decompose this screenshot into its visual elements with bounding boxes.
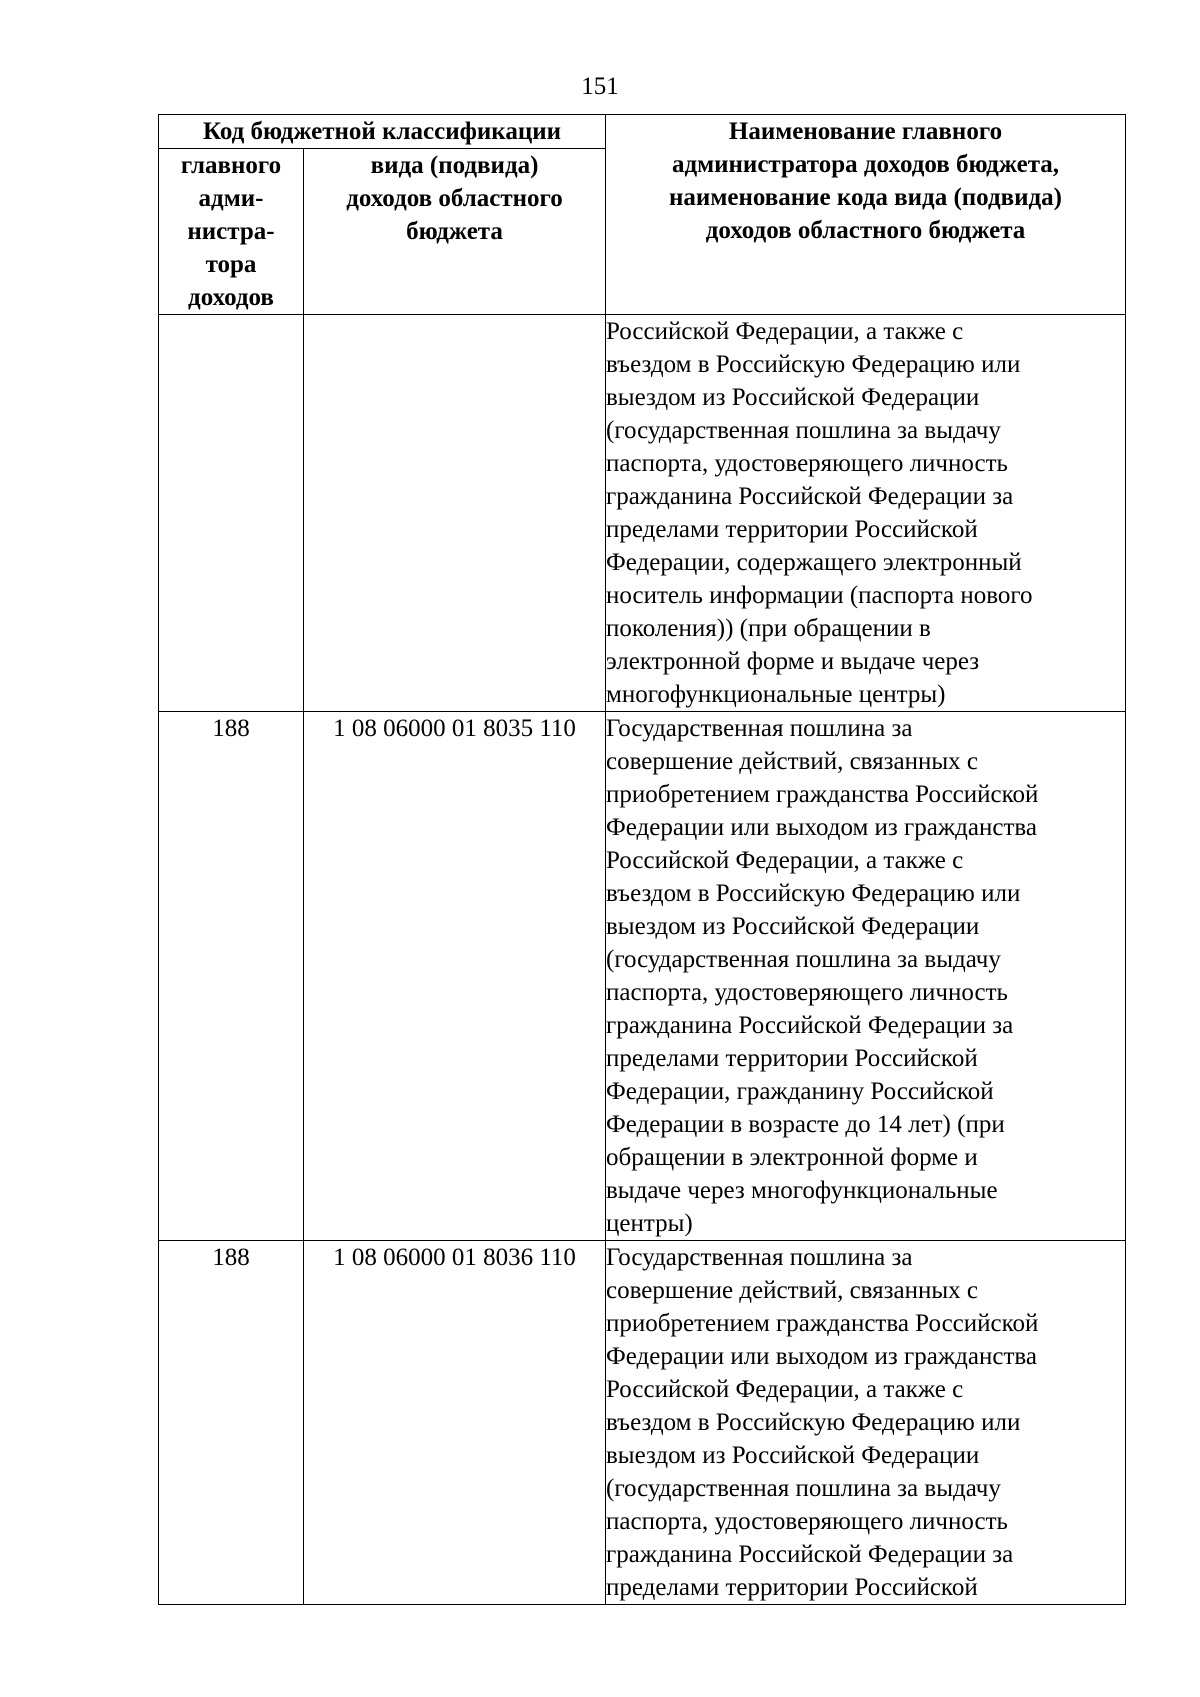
income-name-cell bbox=[606, 712, 1126, 1241]
name-line: пределами территории Российской bbox=[606, 1574, 978, 1601]
income-code-cell bbox=[304, 315, 606, 712]
name-line: Федерации в возрасте до 14 лет) (при bbox=[606, 1111, 1005, 1138]
name-line: паспорта, удостоверяющего личность bbox=[606, 450, 1008, 477]
table-row bbox=[159, 712, 1126, 1241]
name-line: совершение действий, связанных с bbox=[606, 748, 979, 775]
name-line: (государственная пошлина за выдачу bbox=[606, 1475, 1001, 1502]
name-line: Федерации или выходом из гражданства bbox=[606, 1343, 1037, 1370]
name-line: выдаче через многофункциональные bbox=[606, 1177, 998, 1204]
income-code-cell: 1 08 06000 01 8035 110 bbox=[304, 712, 606, 1241]
page-number: 151 bbox=[581, 73, 619, 100]
income-name-cell bbox=[606, 1241, 1126, 1605]
name-line: въездом в Российскую Федерацию или bbox=[606, 880, 1021, 907]
name-line: (государственная пошлина за выдачу bbox=[606, 417, 1001, 444]
name-line: выездом из Российской Федерации bbox=[606, 913, 980, 940]
income-name-cell bbox=[606, 315, 1126, 712]
name-line: Государственная пошлина за bbox=[606, 1244, 913, 1271]
budget-classification-table bbox=[158, 114, 1126, 1605]
header-admin-column bbox=[159, 149, 304, 315]
header-name-line: Наименование главного bbox=[728, 118, 1003, 145]
table-body bbox=[159, 315, 1126, 1605]
header-admin-line: доходов bbox=[188, 284, 274, 311]
header-code-line: доходов областного bbox=[346, 185, 563, 212]
name-line: центры) bbox=[606, 1210, 693, 1237]
name-line: обращении в электронной форме и bbox=[606, 1144, 978, 1171]
header-code-line: вида (подвида) bbox=[370, 152, 539, 179]
name-line: совершение действий, связанных с bbox=[606, 1277, 979, 1304]
header-name-column bbox=[606, 115, 1126, 315]
name-line: (государственная пошлина за выдачу bbox=[606, 946, 1001, 973]
name-line: гражданина Российской Федерации за bbox=[606, 1541, 1014, 1568]
name-line: выездом из Российской Федерации bbox=[606, 384, 980, 411]
header-budget-classification-code: Код бюджетной классификации bbox=[159, 115, 606, 149]
name-line: приобретением гражданства Российской bbox=[606, 781, 1039, 808]
name-line: паспорта, удостоверяющего личность bbox=[606, 979, 1008, 1006]
header-name-line: наименование кода вида (подвида) bbox=[669, 184, 1062, 211]
name-line: выездом из Российской Федерации bbox=[606, 1442, 980, 1469]
header-admin-line: адми- bbox=[198, 185, 264, 212]
name-line: Российской Федерации, а также с bbox=[606, 847, 964, 874]
name-line: гражданина Российской Федерации за bbox=[606, 1012, 1014, 1039]
name-line: въездом в Российскую Федерацию или bbox=[606, 1409, 1021, 1436]
name-line: Федерации или выходом из гражданства bbox=[606, 814, 1037, 841]
admin-code-cell: 188 bbox=[159, 1241, 304, 1605]
header-name-line: доходов областного бюджета bbox=[705, 217, 1026, 244]
name-line: Российской Федерации, а также с bbox=[606, 318, 964, 345]
name-line: Государственная пошлина за bbox=[606, 715, 913, 742]
header-admin-line: тора bbox=[205, 251, 257, 278]
name-line: пределами территории Российской bbox=[606, 1045, 978, 1072]
header-row-group bbox=[159, 115, 1126, 149]
name-line: паспорта, удостоверяющего личность bbox=[606, 1508, 1008, 1535]
table-row bbox=[159, 1241, 1126, 1605]
name-line: электронной форме и выдаче через bbox=[606, 648, 980, 675]
admin-code-cell bbox=[159, 315, 304, 712]
header-admin-line: нистра- bbox=[187, 218, 275, 245]
name-line: въездом в Российскую Федерацию или bbox=[606, 351, 1021, 378]
header-code-column bbox=[304, 149, 606, 315]
table-row bbox=[159, 315, 1126, 712]
name-line: многофункциональные центры) bbox=[606, 681, 946, 708]
header-name-line: администратора доходов бюджета, bbox=[671, 151, 1060, 178]
name-line: носитель информации (паспорта нового bbox=[606, 582, 1033, 609]
name-line: гражданина Российской Федерации за bbox=[606, 483, 1014, 510]
name-line: Российской Федерации, а также с bbox=[606, 1376, 964, 1403]
header-code-line: бюджета bbox=[406, 218, 503, 245]
income-code-cell: 1 08 06000 01 8036 110 bbox=[304, 1241, 606, 1605]
name-line: Федерации, содержащего электронный bbox=[606, 549, 1022, 576]
header-admin-line: главного bbox=[180, 152, 282, 179]
name-line: Федерации, гражданину Российской bbox=[606, 1078, 994, 1105]
admin-code-cell: 188 bbox=[159, 712, 304, 1241]
name-line: пределами территории Российской bbox=[606, 516, 978, 543]
name-line: поколения)) (при обращении в bbox=[606, 615, 931, 642]
name-line: приобретением гражданства Российской bbox=[606, 1310, 1039, 1337]
